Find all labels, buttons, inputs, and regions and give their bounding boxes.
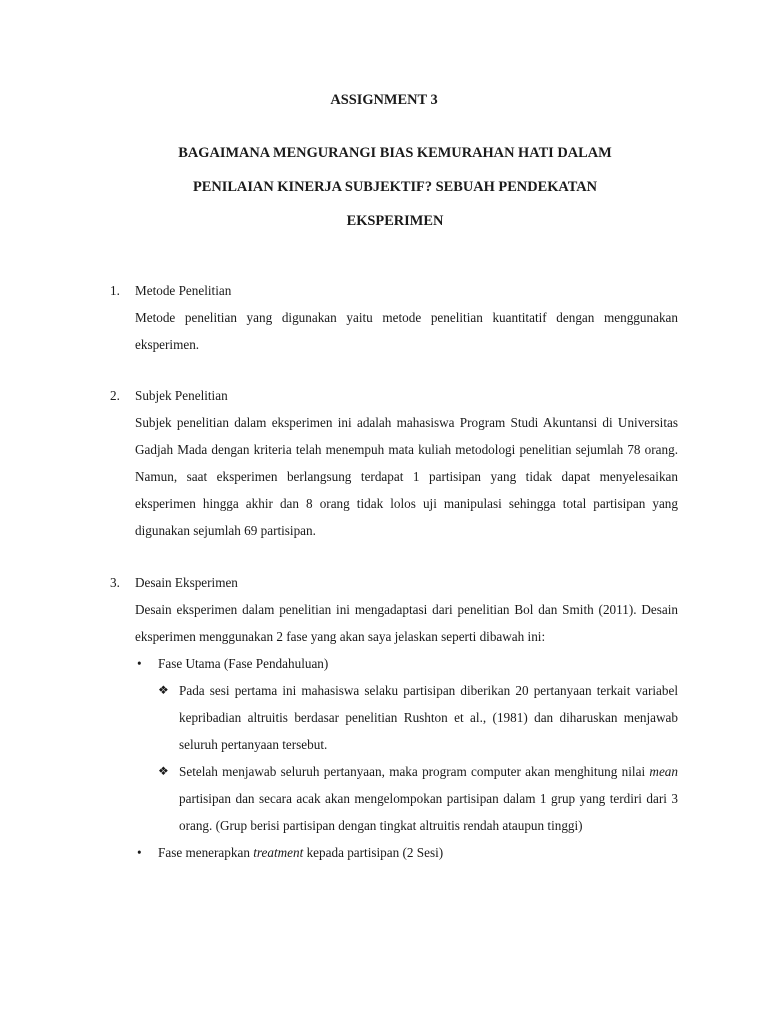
section-heading-text: Subjek Penelitian	[135, 388, 228, 403]
assignment-label: ASSIGNMENT 3	[330, 92, 438, 108]
sub-bullet-text	[179, 764, 678, 833]
sub-bullet-item	[110, 677, 678, 758]
section-paragraph: Desain eksperimen dalam penelitian ini mengadaptasi dari penelitian Bol dan Smith (2011). Desain eksperimen menggunakan 2 fase yang akan saya jelaskan seperti dibawah ini:	[135, 602, 678, 644]
title-line-1: BAGAIMANA MENGURANGI BIAS KEMURAHAN HATI DALAM	[178, 145, 612, 161]
sub-bullet-italic-term: mean	[649, 764, 678, 779]
section-metode-penelitian	[110, 277, 678, 358]
sub-bullet-text-start: Setelah menjawab seluruh pertanyaan, maka program computer akan menghitung nilai	[179, 764, 650, 779]
bullet-italic-term: treatment	[253, 845, 304, 860]
section-heading	[110, 569, 678, 596]
section-desain-eksperimen	[110, 569, 678, 866]
bullet-text: Fase Utama (Fase Pendahuluan)	[158, 656, 329, 671]
section-heading-text: Desain Eksperimen	[135, 575, 238, 590]
section-number: 2.	[110, 388, 120, 403]
section-number: 3.	[110, 575, 120, 590]
bullet-text	[158, 845, 443, 860]
section-paragraph: Subjek penelitian dalam eksperimen ini adalah mahasiswa Program Studi Akuntansi di Universitas Gadjah Mada dengan kriteria telah menempuh mata kuliah metodologi penelitian sejumlah 78 orang. Namun, saat eksperimen berlangsung terdapat 1 partisipan yang tidak dapat menyelesaikan eksperimen hingga akhir dan 8 orang tidak lolos uji manipulasi sehingga total partisipan yang digunakan sejumlah 69 partisipan.	[135, 415, 678, 538]
section-subjek-penelitian	[110, 382, 678, 544]
diamond-bullet-icon: ❖	[158, 683, 169, 697]
title-line-3: EKSPERIMEN	[346, 213, 444, 229]
bullet-text-start: Fase menerapkan	[158, 845, 254, 860]
bullet-icon: •	[137, 656, 142, 671]
bullet-text-end: kepada partisipan (2 Sesi)	[303, 845, 444, 860]
section-heading-text: Metode Penelitian	[135, 283, 232, 298]
sub-bullet-text: Pada sesi pertama ini mahasiswa selaku partisipan diberikan 20 pertanyaan terkait variabel kepribadian altruitis berdasar penelitian Rushton et al., (1981) dan diharuskan menjawab seluruh pertanyaan tersebut.	[179, 683, 678, 752]
section-heading	[110, 382, 678, 409]
bullet-item-fase-treatment	[110, 839, 678, 866]
section-number: 1.	[110, 283, 120, 298]
section-paragraph: Metode penelitian yang digunakan yaitu metode penelitian kuantitatif dengan menggunakan eksperimen.	[135, 310, 678, 352]
bullet-item-fase-utama	[110, 650, 678, 677]
bullet-icon: •	[137, 845, 142, 860]
diamond-bullet-icon: ❖	[158, 764, 169, 778]
section-heading	[110, 277, 678, 304]
document-title	[124, 136, 666, 238]
sub-bullet-item	[110, 758, 678, 839]
sub-bullet-text-end: partisipan dan secara acak akan mengelompokan partisipan dalam 1 grup yang terdiri dari 3 orang. (Grup berisi partisipan dengan tingkat altruitis rendah ataupun tinggi)	[179, 791, 678, 833]
title-line-2: PENILAIAN KINERJA SUBJEKTIF? SEBUAH PENDEKATAN	[192, 179, 598, 195]
